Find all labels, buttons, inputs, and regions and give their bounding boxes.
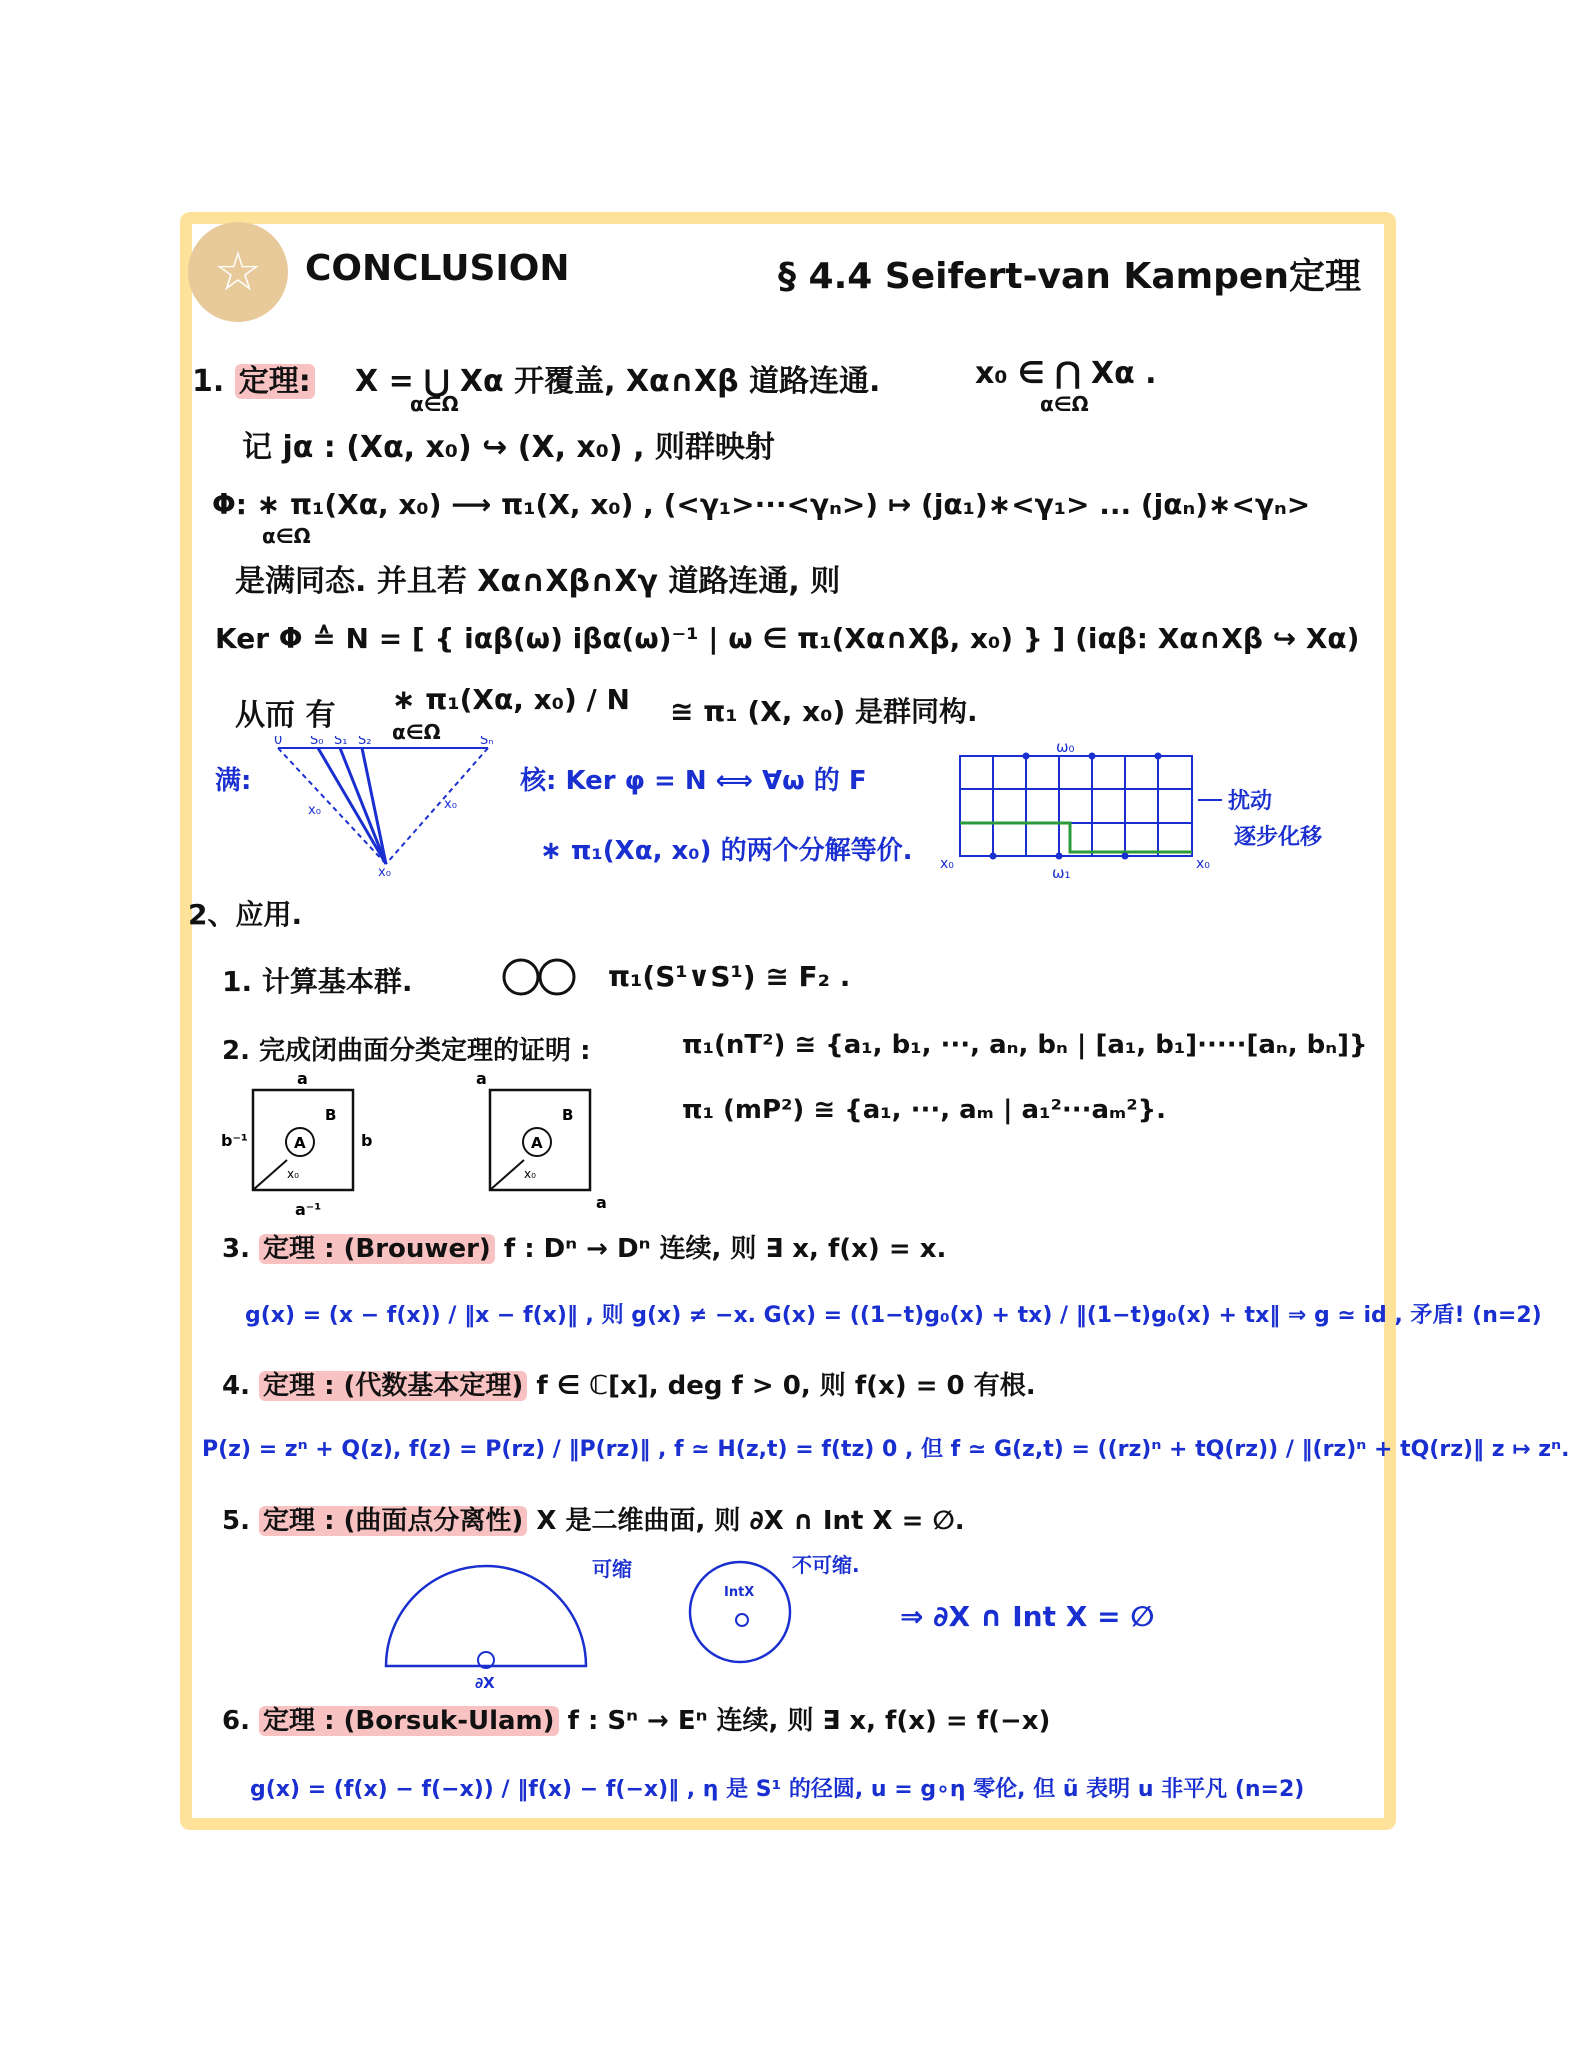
s2-item5-text: X 是二维曲面, 则 ∂X ∩ Int X = ∅. <box>536 1506 965 1536</box>
surj-label: 满: <box>215 766 252 796</box>
figure-eight-icon <box>500 955 580 999</box>
semicircle-label: 可缩 <box>592 1557 632 1581</box>
s2-item3-blue: g(x) = (x − f(x)) / ‖x − f(x)‖ , 则 g(x) ≠ −x. G(x) = ((1−t)g₀(x) + tx) / ‖(1−t)g₀(x) + tx‖ ⇒ g ≃ id , 矛盾! (n=2) <box>245 1303 1542 1328</box>
disk-diagram <box>680 1548 900 1688</box>
star-icon: ☆ <box>213 240 263 303</box>
perturb-label: 扰动 <box>1228 789 1273 814</box>
s2-item4-num: 4. <box>222 1371 250 1401</box>
s1-line5: Ker Φ ≙ N = [ { iαβ(ω) iβα(ω)⁻¹ | ω ∈ π₁(Xα∩Xβ, x₀) } ] (iαβ: Xα∩Xβ ↪ Xα) <box>215 622 1360 655</box>
semicircle-diagram <box>380 1548 640 1698</box>
s2-item2-text: 完成闭曲面分类定理的证明 : <box>259 1036 591 1066</box>
s1-heading <box>192 356 315 400</box>
perturb-label2: 逐步化移 <box>1234 825 1323 850</box>
s2-item5-num: 5. <box>222 1506 250 1536</box>
semicircle-boundary-label: ∂X <box>475 1674 495 1692</box>
s1-number: 1. <box>192 364 225 399</box>
square1-b: b <box>361 1131 373 1150</box>
s1-line4: 是满同态. 并且若 Xα∩Xβ∩Xγ 道路连通, 则 <box>235 564 841 599</box>
square1-b-inv: b⁻¹ <box>221 1131 248 1150</box>
square2-a-top: a <box>476 1070 487 1088</box>
s1-line6c: ≅ π₁ (X, x₀) 是群同构. <box>670 695 978 728</box>
s2-item5-blue: ⇒ ∂X ∩ Int X = ∅ <box>900 1600 1155 1633</box>
s2-item1 <box>222 960 413 1000</box>
s1-line3: Φ: ∗ π₁(Xα, x₀) ⟶ π₁(X, x₀) , (<γ₁>···<γₙ>) ↦ (jα₁)∗<γ₁> ... (jαₙ)∗<γₙ> <box>212 488 1311 521</box>
s2-item1-formula: π₁(S¹∨S¹) ≅ F₂ . <box>608 960 851 993</box>
s1-index-quotient: α∈Ω <box>392 720 441 744</box>
grid-label-top: ω₀ <box>1056 740 1075 756</box>
s2-item1-num: 1. <box>222 965 253 998</box>
disk-label: 不可缩. <box>792 1553 860 1577</box>
fan-x0-right: x₀ <box>444 797 457 812</box>
s2-item3-text: f : Dⁿ → Dⁿ 连续, 则 ∃ x, f(x) = x. <box>503 1234 947 1264</box>
s2-item6-blue: g(x) = (f(x) − f(−x)) / ‖f(x) − f(−x)‖ , η 是 S¹ 的径圆, u = g∘η 零伦, 但 ũ 表明 u 非平凡 (n=2) <box>250 1777 1305 1802</box>
grid-label-left: x₀ <box>940 856 954 872</box>
fan-point-s0: S₀ <box>310 736 324 748</box>
square2-B: B <box>562 1106 574 1124</box>
square2-A: A <box>531 1134 543 1152</box>
square1-a: a <box>297 1070 308 1088</box>
star-badge <box>188 222 288 322</box>
square1-x0: x₀ <box>287 1167 299 1181</box>
s2-item3 <box>222 1228 946 1265</box>
s1-line2: 记 jα : (Xα, x₀) ↪ (X, x₀) , 则群映射 <box>242 430 775 465</box>
s1-line6a: 从而 有 <box>235 698 336 733</box>
s1-index-union: α∈Ω <box>410 392 459 416</box>
grid-label-bottom: ω₁ <box>1052 864 1071 882</box>
square1-A: A <box>294 1134 306 1152</box>
s2-item4 <box>222 1365 1036 1402</box>
square1-B: B <box>325 1106 337 1124</box>
s2-item6 <box>222 1700 1050 1737</box>
fan-point-0: 0 <box>274 736 283 748</box>
square2-x0: x₀ <box>524 1167 536 1181</box>
kernel-line: 核: Ker φ = N ⟺ ∀ω 的 F <box>520 766 867 796</box>
s2-item6-text: f : Sⁿ → Eⁿ 连续, 则 ∃ x, f(x) = f(−x) <box>567 1706 1051 1736</box>
square1-a-inv: a⁻¹ <box>295 1200 322 1219</box>
fan-point-s2: S₂ <box>358 736 372 748</box>
s2-item2-formula2: π₁ (mP²) ≅ {a₁, ···, aₘ | a₁²···aₘ²}. <box>682 1095 1167 1125</box>
s2-item3-num: 3. <box>222 1234 250 1264</box>
s2-item2-formula1: π₁(nT²) ≅ {a₁, b₁, ···, aₙ, bₙ | [a₁, b₁]·····[aₙ, bₙ]} <box>682 1030 1368 1060</box>
fan-diagram <box>268 736 498 876</box>
s1-line1b: x₀ ∈ ⋂ Xα . <box>975 356 1157 391</box>
square2-a-bottom: a <box>596 1193 607 1212</box>
fan-point-s1: S₁ <box>334 736 348 748</box>
s2-item4-text: f ∈ ℂ[x], deg f > 0, 则 f(x) = 0 有根. <box>536 1371 1036 1401</box>
fan-x0-left: x₀ <box>308 803 321 818</box>
s2-item6-num: 6. <box>222 1706 250 1736</box>
s2-item5 <box>222 1500 965 1537</box>
homotopy-grid <box>940 740 1360 890</box>
s1-index-intersection: α∈Ω <box>1040 392 1089 416</box>
fan-point-sn: Sₙ <box>480 736 494 748</box>
grid-label-right: x₀ <box>1196 856 1210 872</box>
title: CONCLUSION <box>305 248 570 289</box>
s2-item2-num: 2. <box>222 1036 250 1066</box>
kernel-line2: ∗ π₁(Xα, x₀) 的两个分解等价. <box>540 836 913 866</box>
s2-item3-label: 定理 : (Brouwer) <box>259 1234 495 1264</box>
s2-item1-text: 计算基本群. <box>261 965 413 998</box>
s1-label: 定理: <box>235 364 315 399</box>
disk-inner-label: IntX <box>724 1585 755 1600</box>
s1-index-freeprod: α∈Ω <box>262 524 311 548</box>
s1-line1a: X = ⋃ Xα 开覆盖, Xα∩Xβ 道路连通. <box>355 364 881 399</box>
projective-square-diagram <box>470 1070 630 1220</box>
s2-item6-label: 定理 : (Borsuk-Ulam) <box>259 1706 559 1736</box>
s1-line6b: ∗ π₁(Xα, x₀) / N <box>392 683 630 716</box>
s2-item2 <box>222 1030 590 1067</box>
section-title: § 4.4 Seifert-van Kampen定理 <box>778 256 1361 297</box>
s2-item5-label: 定理 : (曲面点分离性) <box>259 1506 527 1536</box>
fan-x0-bottom: x₀ <box>378 865 391 876</box>
s2-item4-label: 定理 : (代数基本定理) <box>259 1371 527 1401</box>
torus-square-diagram <box>215 1070 385 1220</box>
s2-item4-blue: P(z) = zⁿ + Q(z), f(z) = P(rz) / ‖P(rz)‖ , f ≃ H(z,t) = f(tz) 0 , 但 f ≃ G(z,t) = ((rz)ⁿ + tQ(rz)) / ‖(rz)ⁿ + tQ(rz)‖ z ↦ zⁿ. <box>202 1437 1570 1462</box>
s2-heading: 2、应用. <box>188 898 303 931</box>
